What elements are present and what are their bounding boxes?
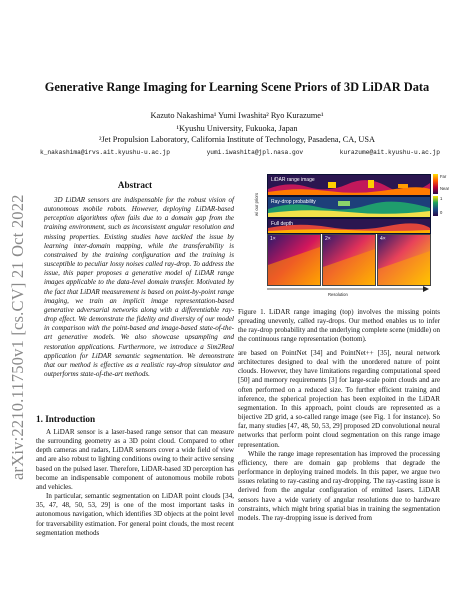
scale-2x-panel bbox=[322, 234, 376, 286]
scale-1x-texture bbox=[268, 235, 320, 285]
depth-colorbar bbox=[433, 174, 438, 194]
scale-4x-texture bbox=[378, 235, 430, 285]
email-row bbox=[40, 149, 440, 156]
figure-caption: Figure 1. LiDAR range imaging (top) involves the missing points spreading unevenly, called ray-drops. Our method enables us to infer the ray-drop probability and the underlying complete scene (middle) on the continuous range representation (bottom). bbox=[238, 308, 440, 344]
abstract-body bbox=[44, 196, 234, 379]
scale-2x-texture bbox=[323, 235, 375, 285]
panel-full-depth-label: Full depth bbox=[271, 221, 293, 227]
paper-title: Generative Range Imaging for Learning Scene Priors of 3D LiDAR Data bbox=[44, 80, 430, 94]
panel-raydrop-label: Ray-drop probability bbox=[271, 199, 316, 205]
intro-paragraph-2: In particular, semantic segmentation on LiDAR point clouds [34, 35, 47, 48, 50, 53, 29] is one of the most important tasks in autonomous navigation, which identifies 3D objects at the point level for traversability estimation. For general point clouds, the most recent segmentation methods bbox=[36, 492, 234, 537]
prob-colorbar bbox=[433, 196, 438, 216]
scale-4x-label: 4× bbox=[380, 236, 386, 242]
colorbar-zero: 0 bbox=[440, 210, 443, 215]
scale-1x-panel bbox=[267, 234, 321, 286]
abstract-text: 3D LiDAR sensors are indispensable for the robust vision of autonomous mobile robots. However, deploying LiDAR-based perception algorithms often fails due to a domain gap from the training environment, such as inconsistent angular resolution and missing properties. Existing studies have tackled the issue by learning inter-domain mapping, while the transferability is constrained by the training configuration and the training is susceptible to peculiar lossy noises called ray-drop. To address the issue, this paper proposes a generative model of LiDAR range images applicable to the data-level domain transfer. Motivated by the fact that LiDAR measurement is based on point-by-point range imaging, we train an implicit image representation-based generative adversarial networks along with a differentiable ray-drop effect. We demonstrate the fidelity and diversity of our model in comparison with the point-based and image-based state-of-the-art generative models. We also showcase upsampling and restoration applications. Furthermore, we introduce a Sim2Real application for LiDAR semantic segmentation. We demonstrate that our method is effective as a realistic ray-drop simulator and outperforms state-of-the-art methods. bbox=[44, 196, 234, 378]
colorbar-one: 1 bbox=[440, 196, 443, 201]
abstract-heading: Abstract bbox=[117, 180, 153, 190]
affiliation-1: ¹Kyushu University, Fukuoka, Japan bbox=[176, 124, 298, 133]
scale-1x-label: 1× bbox=[270, 236, 276, 242]
right-paragraph-1: are based on PointNet [34] and PointNet++ [35], neural network architectures designed to deal with the unordered nature of point clouds. However, they have limitations regarding computational speed [50] and memory requirements [3] for large-scale point clouds and are often performed on a reduced size. To further efficient training and inference, the spherical projection has been exploited in the LiDAR segmentation. In this approach, point clouds are represented as a bijective 2D grid, a so-called range image (see Fig. 1 for instance). So far, many studies [47, 48, 50, 53, 29] proposed 2D convolutional neural networks that perform point cloud segmentation on this range image representation. bbox=[238, 349, 440, 449]
colorbar-far: Far bbox=[440, 174, 447, 179]
panel-full-depth bbox=[267, 218, 431, 234]
intro-paragraph-1: A LiDAR sensor is a laser-based range sensor that can measure the surrounding geometry as a 3D point cloud. Compared to other depth cameras and radars, LiDAR sensors cover a wide field of view and are also robust to lighting conditions owing to their active sensing based on the pulsed laser. Therefore, LiDAR-based 3D perception has become an indispensable component of autonomous mobile robots and vehicles. bbox=[36, 428, 234, 491]
email-3[interactable]: kurazume@ait.kyushu-u.ac.jp bbox=[339, 149, 440, 156]
email-1[interactable]: k_nakashima@irvs.ait.kyushu-u.ac.jp bbox=[40, 149, 170, 156]
panel-raydrop bbox=[267, 196, 431, 218]
figure-1 bbox=[256, 172, 452, 298]
panel-range-image bbox=[267, 174, 431, 196]
intro-heading: 1. Introduction bbox=[36, 414, 96, 424]
colorbar-near: Near bbox=[440, 186, 450, 191]
side-label: w/ our priors bbox=[254, 192, 259, 216]
resolution-label: Resolution bbox=[328, 292, 348, 297]
affiliation-2: ²Jet Propulsion Laboratory, California Institute of Technology, Pasadena, CA, USA bbox=[98, 135, 376, 144]
scale-2x-label: 2× bbox=[325, 236, 331, 242]
arxiv-id: arXiv:2210.11750v1 [cs.CV] 21 Oct 2022 bbox=[8, 194, 27, 480]
author-list: Kazuto Nakashima¹ Yumi Iwashita² Ryo Kurazume¹ bbox=[150, 111, 324, 120]
scale-4x-panel bbox=[377, 234, 431, 286]
panel-range-image-label: LiDAR range image bbox=[271, 177, 315, 183]
right-column-body bbox=[238, 349, 440, 523]
email-2[interactable]: yumi.iwashita@jpl.nasa.gov bbox=[206, 149, 304, 156]
intro-body bbox=[36, 428, 234, 538]
arxiv-watermark bbox=[6, 150, 27, 480]
right-paragraph-2: While the range image representation has improved the processing efficiency, there are domain gap problems that degrade the performance in deploying trained models. In this paper, we argue two issues relating to ray-casting and ray-dropping. The ray-casting issue is derived from the angular configuration of emitted lasers. LiDAR sensors have a wide variety of angular resolutions due to hardware constraints, which might bring spatial bias in training the segmentation models. The ray-dropping issue is derived from bbox=[238, 449, 440, 522]
resolution-arrow bbox=[267, 286, 429, 292]
